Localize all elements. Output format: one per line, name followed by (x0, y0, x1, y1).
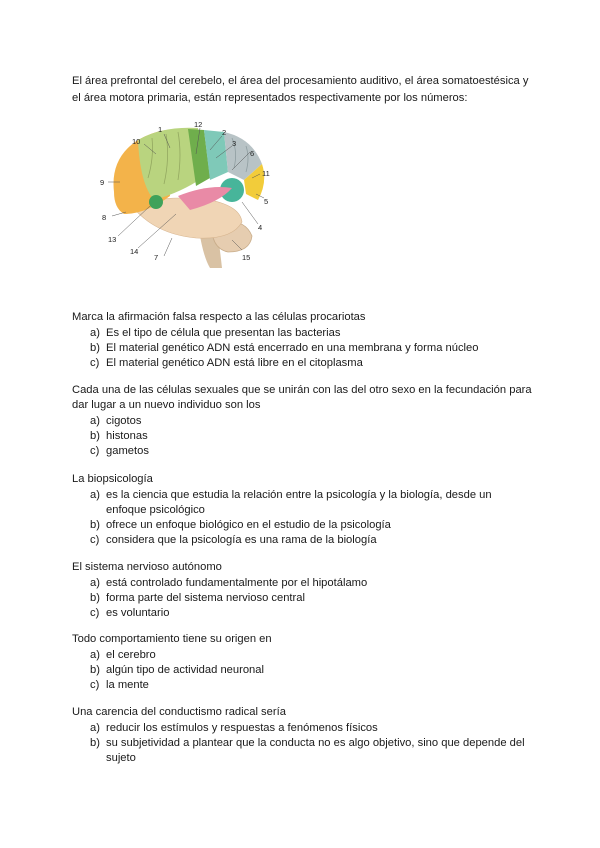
answer-option[interactable]: a) el cerebro (90, 649, 156, 661)
figure-label: 3 (232, 139, 237, 148)
figure-label: 13 (108, 235, 117, 244)
answer-option[interactable]: a) Es el tipo de célula que presentan las bacterias (90, 327, 341, 339)
answer-option[interactable]: c) considera que la psicología es una rama de la biología (90, 534, 377, 546)
question-block (72, 310, 532, 371)
answer-option[interactable]: a) está controlado fundamentalmente por el hipotálamo (90, 577, 368, 589)
answer-option[interactable]: b) histonas (90, 430, 148, 442)
figure-label: 8 (102, 213, 107, 222)
figure-label: 10 (132, 137, 141, 146)
figure-label: 7 (154, 253, 159, 262)
answer-option[interactable]: b) forma parte del sistema nervioso central (90, 592, 305, 604)
question-stem: Todo comportamiento tiene su origen en (72, 633, 272, 645)
question-stem: Cada una de las células sexuales que se unirán con las del otro sexo en la fecundación para dar lugar a un nuevo individuo son los (72, 384, 532, 411)
figure-label: 9 (100, 178, 105, 187)
question-stem: La biopsicología (72, 473, 153, 485)
figure-label: 14 (130, 247, 139, 256)
figure-label: 12 (194, 120, 203, 129)
figure-label: 1 (158, 125, 163, 134)
brain-diagram (92, 118, 282, 270)
question-block (72, 632, 532, 693)
answer-option[interactable]: b) El material genético ADN está encerrado en una membrana y forma núcleo (90, 342, 479, 354)
question-block (72, 383, 532, 459)
figure-label: 4 (258, 223, 263, 232)
question-block (72, 560, 532, 621)
figure-label: 5 (264, 197, 269, 206)
answer-option[interactable]: b) algún tipo de actividad neuronal (90, 664, 264, 676)
figure-label: 6 (250, 149, 255, 158)
answer-option[interactable]: a) cigotos (90, 415, 142, 427)
question-block (72, 705, 532, 766)
question-stem: El sistema nervioso autónomo (72, 561, 222, 573)
intro-question: El área prefrontal del cerebelo, el área del procesamiento auditivo, el área somatoestésica y el área motora primaria, están representados respectivamente por los números: (72, 75, 529, 104)
answer-option[interactable]: b) ofrece un enfoque biológico en el estudio de la psicología (90, 519, 391, 531)
figure-label: 15 (242, 253, 251, 262)
figure-label: 2 (222, 128, 227, 137)
question-stem: Marca la afirmación falsa respecto a las células procariotas (72, 311, 366, 323)
answer-option[interactable]: c) El material genético ADN está libre en el citoplasma (90, 357, 363, 369)
brain-illustration (92, 118, 282, 270)
answer-option[interactable]: b) su subjetividad a plantear que la conducta no es algo objetivo, sino que depende del sujeto (90, 737, 525, 764)
answer-option[interactable]: c) la mente (90, 679, 149, 691)
question-block (72, 472, 532, 548)
answer-option[interactable]: a) reducir los estímulos y respuestas a fenómenos físicos (90, 722, 378, 734)
answer-option[interactable]: c) es voluntario (90, 607, 170, 619)
question-stem: Una carencia del conductismo radical sería (72, 706, 286, 718)
answer-option[interactable]: c) gametos (90, 445, 149, 457)
figure-label: 11 (262, 169, 270, 178)
answer-option[interactable]: a) es la ciencia que estudia la relación entre la psicología y la biología, desde un enfoque psicológico (90, 489, 492, 516)
